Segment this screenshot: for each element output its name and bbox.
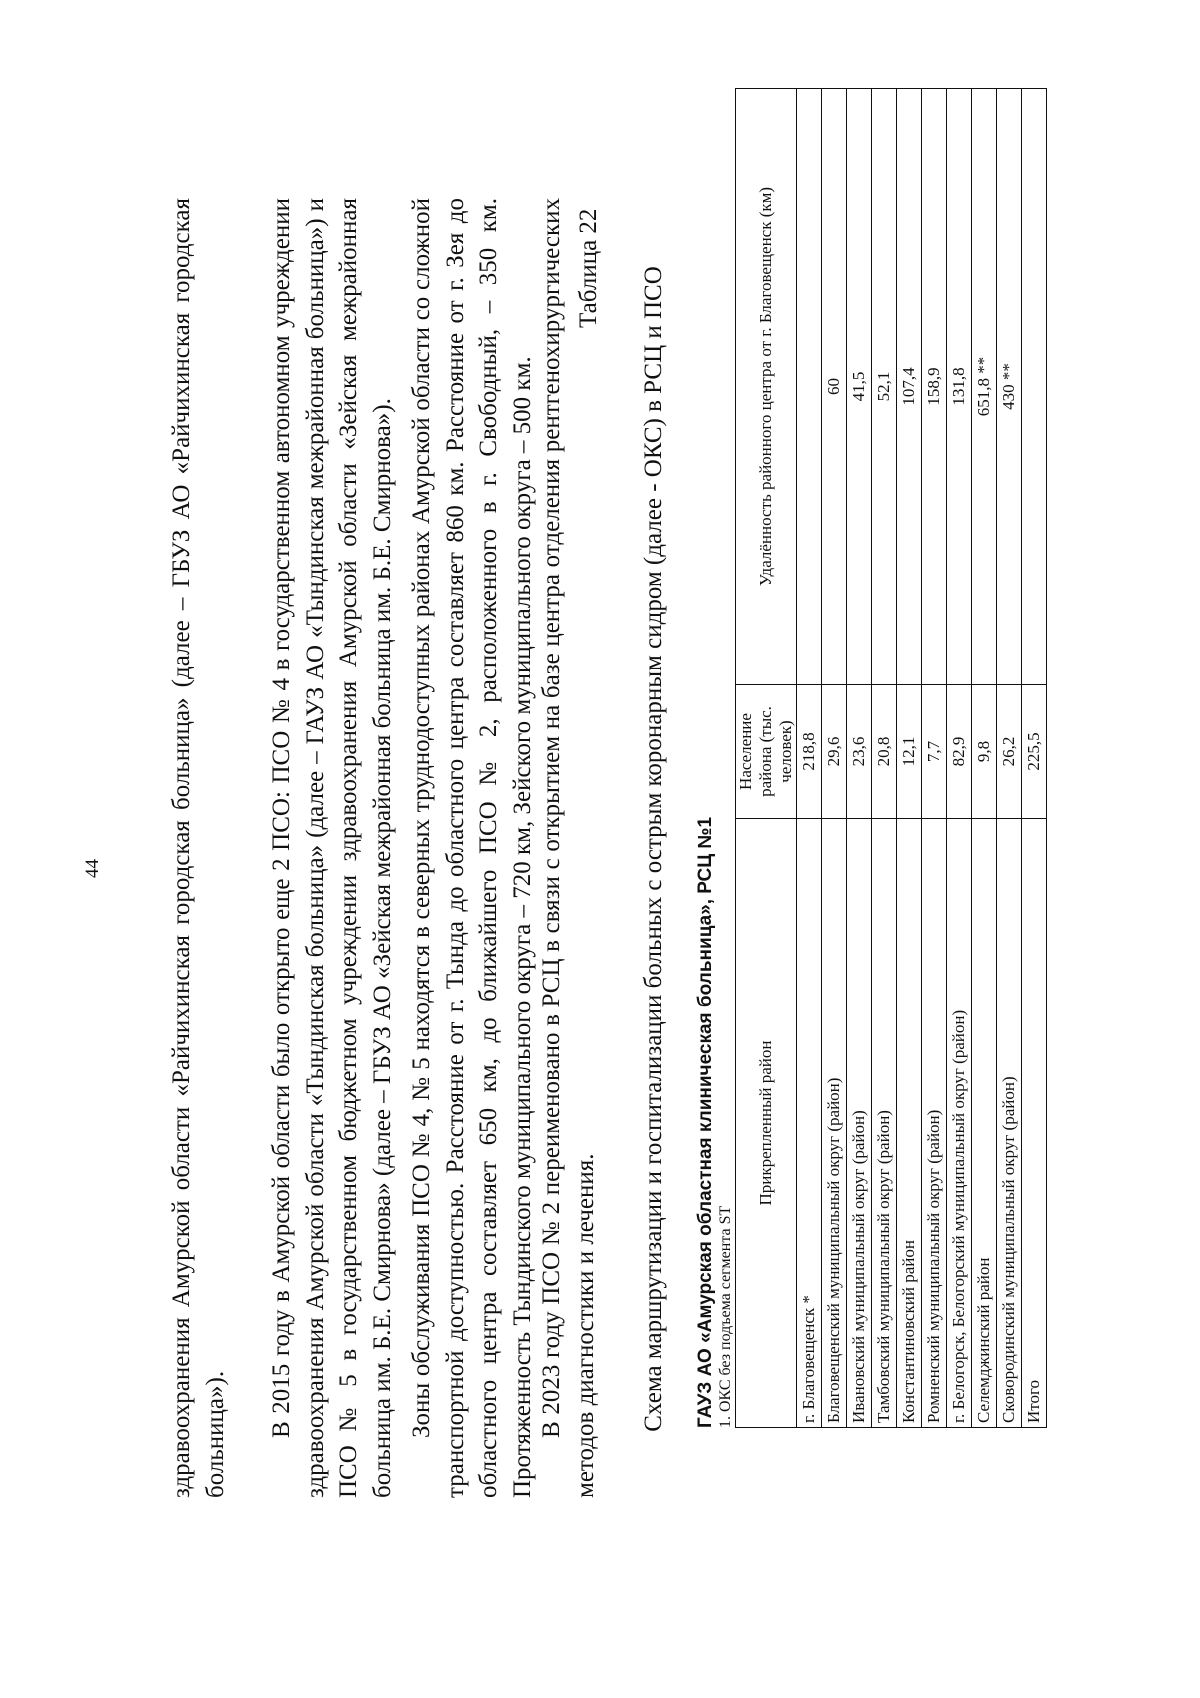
district-cell: Константиновский район (897, 819, 922, 1428)
population-cell: 12,1 (897, 685, 922, 819)
table-body (797, 89, 1047, 1428)
distance-cell: 60 (822, 89, 847, 685)
population-cell: 218,8 (797, 685, 822, 819)
paragraph-raichikhinsk: здравоохранения Амурской области «Райчихинская городская больница» (далее – ГБУЗ АО «Райчихинская городская больница»). (168, 198, 229, 1498)
population-cell: 20,8 (872, 685, 897, 819)
table-row (797, 89, 822, 1428)
page-number: 44 (82, 859, 103, 878)
header-district: Прикрепленный район (736, 819, 797, 1428)
table-row (1022, 89, 1047, 1428)
population-cell: 82,9 (947, 685, 972, 819)
district-cell: Селемджинский район (972, 819, 997, 1428)
paragraph-2015-pso: В 2015 году в Амурской области было открыто еще 2 ПСО: ПСО № 4 в государственном автономном учреждении здравоохранения Амурской области «Тындинская больница» (далее – ГАУЗ АО «Тындинская межрайонная больница») и ПСО № 5 в государственном бюджетном учреждении здравоохранения Амурской области «Зейская межрайонная больница им. Б.Е. Смирнова» (далее – ГБУЗ АО «Зейская межрайонная больница им. Б.Е. Смирнова»). (268, 198, 396, 1498)
table-row (972, 89, 997, 1428)
population-cell: 23,6 (847, 685, 872, 819)
population-cell: 26,2 (997, 685, 1022, 819)
distance-cell: 52,1 (872, 89, 897, 685)
distance-cell (1022, 89, 1047, 685)
paragraph-service-zones: Зоны обслуживания ПСО № 4, № 5 находятся в северных труднодоступных районах Амурской области со сложной транспортной доступностью. Расстояние от г. Тында до областного центра составляет 860 км. Расстояние от г. Зея до областного центра составляет 650 км, до ближайшего ПСО № 2, расположенного в г. Свободный, – 350 км. Протяженность Тындинского муниципального округа – 720 км, Зейского муниципального округа – 500 км. (408, 198, 536, 1498)
population-cell: 9,8 (972, 685, 997, 819)
population-cell: 225,5 (1022, 685, 1047, 819)
district-cell: Ромненский муниципальный округ (район) (922, 819, 947, 1428)
district-cell: Ивановский муниципальный округ (район) (847, 819, 872, 1428)
distance-cell: 651,8 ** (972, 89, 997, 685)
scheme-title: Схема маршрутизации и госпитализации больных с острым коронарным сидром (далее - ОКС) в РСЦ и ПСО (640, 266, 667, 1432)
distance-cell (797, 89, 822, 685)
routing-table (735, 88, 1047, 1428)
district-cell: Итого (1022, 819, 1047, 1428)
table-row (997, 89, 1022, 1428)
district-cell: г. Благовещенск * (797, 819, 822, 1428)
paragraph-2023-rsc: В 2023 году ПСО № 2 переименовано в РСЦ в связи с открытием на базе центра отделения рентгенохирургических методов диагностики и лечения. (538, 198, 599, 1498)
distance-cell: 158,9 (922, 89, 947, 685)
hospital-title: ГАУЗ АО «Амурская областная клиническая больница», РСЦ №1 (695, 816, 716, 1428)
distance-cell: 430 ** (997, 89, 1022, 685)
table-row (872, 89, 897, 1428)
district-cell: Благовещенский муниципальный округ (район) (822, 819, 847, 1428)
table-row (922, 89, 947, 1428)
table-number: Таблица 22 (575, 208, 602, 328)
district-cell: Тамбовский муниципальный округ (район) (872, 819, 897, 1428)
table-row (847, 89, 872, 1428)
distance-cell: 131,8 (947, 89, 972, 685)
header-population: Население района (тыс. человек) (736, 685, 797, 819)
distance-cell: 107,4 (897, 89, 922, 685)
table-header-row (736, 89, 797, 1428)
table-row (897, 89, 922, 1428)
district-cell: Сковородинский муниципальный округ (район) (997, 819, 1022, 1428)
distance-cell: 41,5 (847, 89, 872, 685)
header-distance: Удалённость районного центра от г. Благовещенск (км) (736, 89, 797, 685)
segment-title: 1. ОКС без подъема сегмента ST (717, 1205, 734, 1428)
district-cell: г. Белогорск, Белогорский муниципальный округ (район) (947, 819, 972, 1428)
population-cell: 7,7 (922, 685, 947, 819)
population-cell: 29,6 (822, 685, 847, 819)
table-row (947, 89, 972, 1428)
table-row (822, 89, 847, 1428)
